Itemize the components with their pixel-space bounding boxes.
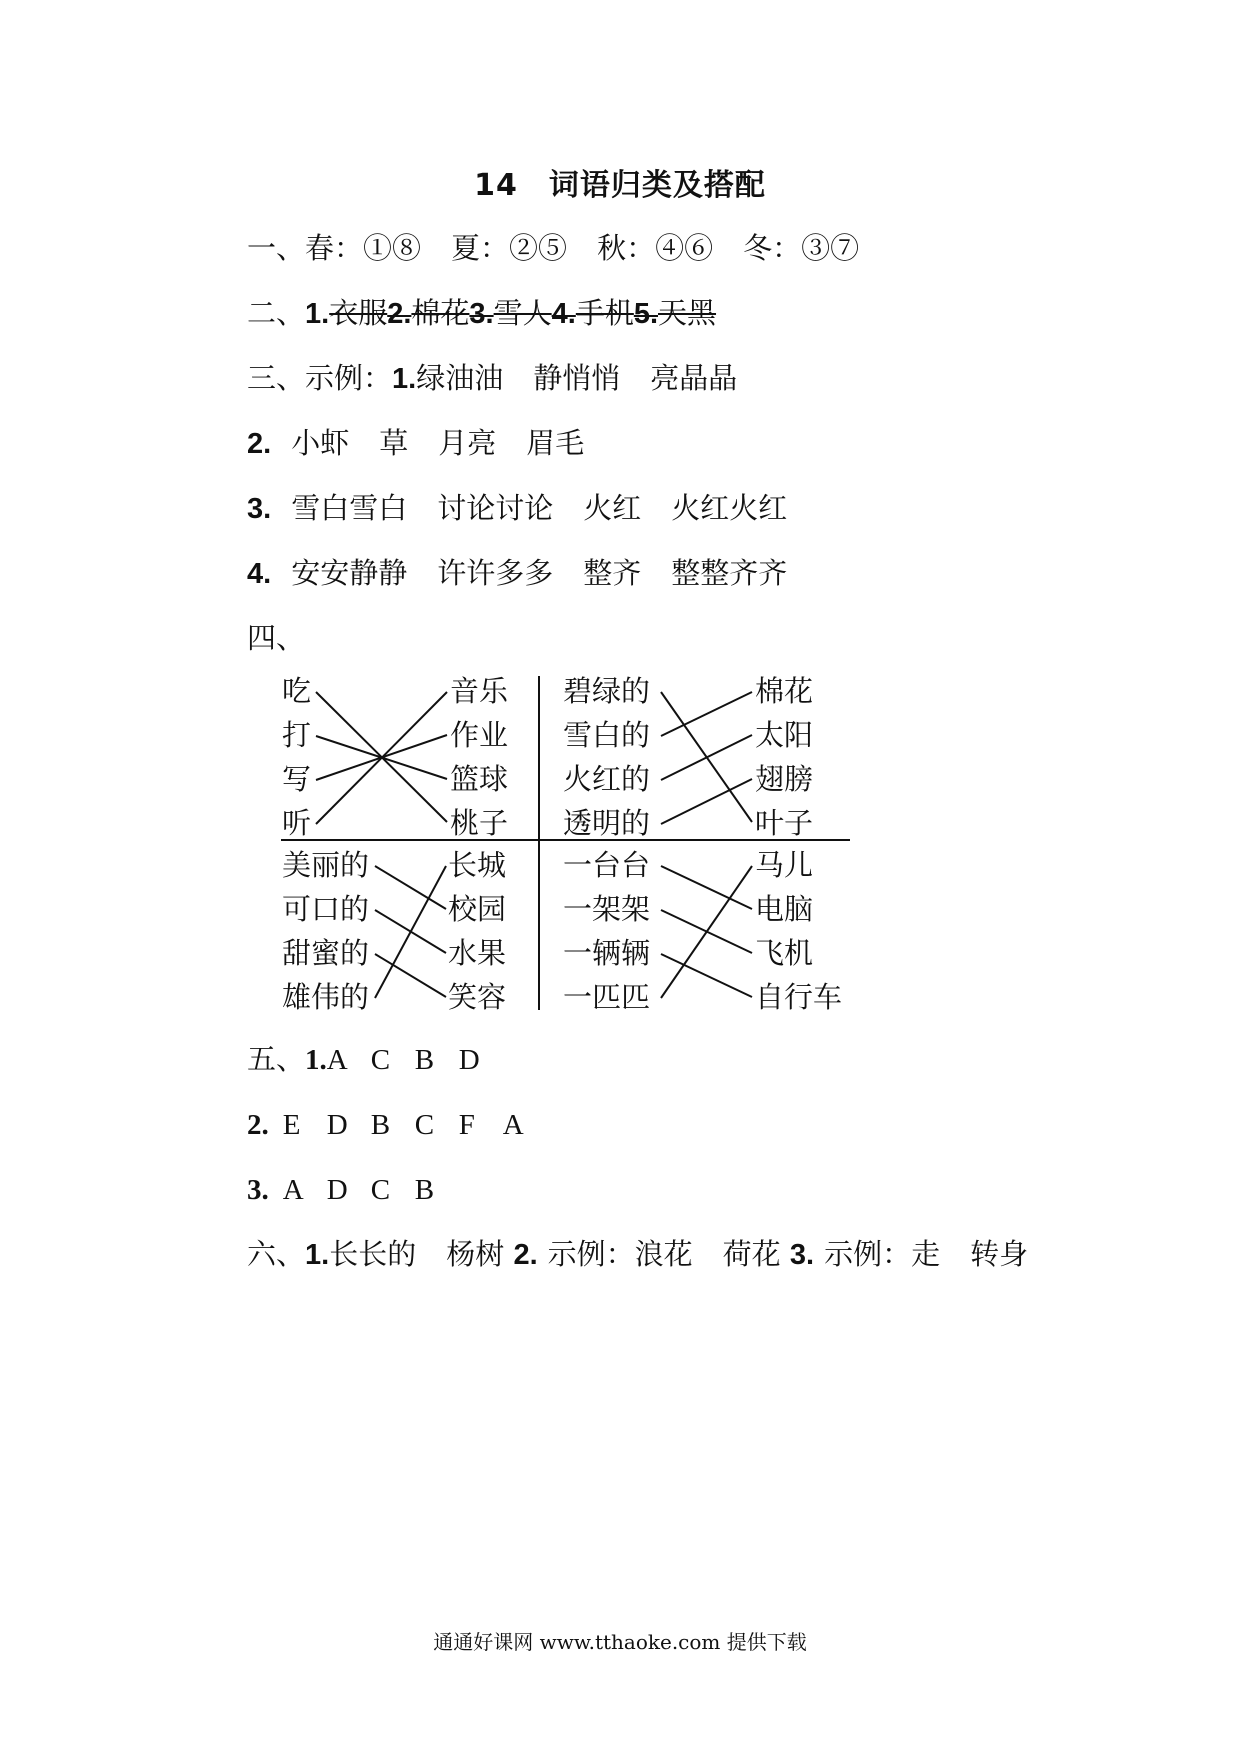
answer-word: 转身 [970,1237,1029,1271]
section-6-label: 六、 [247,1237,306,1271]
q3-left-word: 雄伟的 [282,980,370,1014]
item-number: 3. [247,1174,269,1206]
item-number: 3. [469,298,494,330]
autumn-answer: ④⑥ [655,231,714,265]
answer-word: 示例：浪花 [547,1237,693,1271]
answer-word: 绿油油 [416,361,504,395]
q4-right-word: 马儿 [755,848,814,882]
section-5-line-3 [247,1175,459,1205]
answer-word: 整整齐齐 [671,556,788,590]
q2-left-word: 透明的 [563,806,651,840]
winter-label: 冬： [743,231,802,265]
q1-left-word: 写 [282,762,312,796]
item-number: 2. [247,1109,269,1141]
answer-letter: D [326,1174,348,1206]
q2-right-word: 棉花 [755,674,814,708]
item-number: 3. [789,1239,815,1271]
q1-right-word: 音乐 [450,674,509,708]
q3-left-word: 甜蜜的 [282,936,370,970]
q1-right-word: 桃子 [450,806,509,840]
item-number: 3. [247,493,272,525]
q4-left-word: 一匹匹 [563,980,651,1014]
struck-word: 雪人 [493,296,552,330]
q2-left-word: 雪白的 [563,718,651,752]
match-line [661,692,752,736]
q3-right-word: 校园 [448,892,507,926]
q3-right-word: 长城 [448,848,507,882]
answer-word: 火红 [583,491,642,525]
struck-word: 棉花 [411,296,470,330]
section-2-label: 二、 [247,296,306,330]
winter-answer: ③⑦ [801,231,860,265]
answer-word: 整齐 [583,556,642,590]
answer-letter: E [282,1109,301,1141]
summer-label: 夏： [451,231,510,265]
section-1-label: 一、春： [247,231,364,265]
q2-right-word: 叶子 [755,806,814,840]
q2-left-word: 碧绿的 [563,674,651,708]
q4-right-word: 自行车 [755,980,843,1014]
item-number: 2. [247,428,272,460]
q1-left-word: 听 [282,806,312,840]
answer-word: 示例：走 [824,1237,941,1271]
section-6 [247,1237,1029,1271]
q3-left-word: 可口的 [282,892,370,926]
item-number: 1. [305,298,330,330]
section-5-label: 五、 [247,1044,306,1076]
match-line [661,866,752,998]
footer-watermark: 通通好课网 www.tthaoke.com 提供下载 [433,1630,807,1654]
answer-word: 长长的 [329,1237,417,1271]
q3-right-word: 水果 [448,936,507,970]
answer-word: 荷花 [722,1237,781,1271]
spring-answer: ①⑧ [363,231,422,265]
answer-word: 杨树 [446,1237,505,1271]
summer-answer: ②⑤ [509,231,568,265]
autumn-label: 秋： [597,231,656,265]
q1-left-word: 打 [282,718,312,752]
q2-right-word: 太阳 [755,718,814,752]
section-3-label: 三、示例： [247,361,393,395]
answer-letter: A [326,1044,348,1076]
q2-left-word: 火红的 [563,762,651,796]
match-line [375,954,446,997]
answer-word: 草 [379,426,409,460]
answer-word: 火红火红 [671,491,788,525]
answer-letter: B [414,1044,435,1076]
item-number: 4. [247,558,272,590]
answer-word: 亮晶晶 [650,361,738,395]
struck-word: 手机 [575,296,634,330]
item-number: 2. [387,298,412,330]
q2-right-word: 翅膀 [755,762,814,796]
answer-word: 讨论讨论 [437,491,554,525]
answer-word: 眉毛 [526,426,585,460]
q1-left-word: 吃 [282,674,312,708]
answer-word: 雪白雪白 [291,491,408,525]
answer-letter: F [458,1109,475,1141]
section-4-label: 四、 [247,621,306,655]
item-number: 5. [633,298,659,330]
answer-word: 小虾 [291,426,350,460]
match-line [661,735,752,780]
answer-word: 静悄悄 [533,361,621,395]
item-number: 1. [392,363,417,395]
q3-right-word: 笑容 [448,980,507,1014]
section-5-line-2 [247,1110,547,1140]
struck-word: 天黑 [658,296,717,330]
section-5-line-1 [247,1045,503,1075]
answer-word: 安安静静 [291,556,408,590]
q4-left-word: 一架架 [563,892,651,926]
q3-left-word: 美丽的 [282,848,370,882]
answer-word: 月亮 [438,426,497,460]
item-number: 2. [513,1239,538,1271]
answer-letter: B [414,1174,435,1206]
answer-letter: D [458,1044,480,1076]
answer-letter: C [370,1174,391,1206]
q4-left-word: 一辆辆 [563,936,651,970]
q1-right-word: 作业 [450,718,509,752]
q4-left-word: 一台台 [563,848,651,882]
item-number: 4. [551,298,576,330]
item-number: 1. [305,1044,327,1076]
answer-letter: B [370,1109,391,1141]
match-line [375,866,446,998]
answer-letter: D [326,1109,348,1141]
answer-letter: C [370,1044,391,1076]
q4-right-word: 飞机 [755,936,814,970]
q4-right-word: 电脑 [755,892,814,926]
struck-word: 衣服 [329,296,388,330]
answer-word: 许许多多 [437,556,554,590]
item-number: 1. [305,1239,330,1271]
answer-letter: A [282,1174,304,1206]
answer-letter: C [414,1109,435,1141]
q1-right-word: 篮球 [450,762,509,796]
page-title: 14 词语归类及搭配 [474,168,766,203]
match-line [661,954,752,997]
answer-letter: A [502,1109,524,1141]
